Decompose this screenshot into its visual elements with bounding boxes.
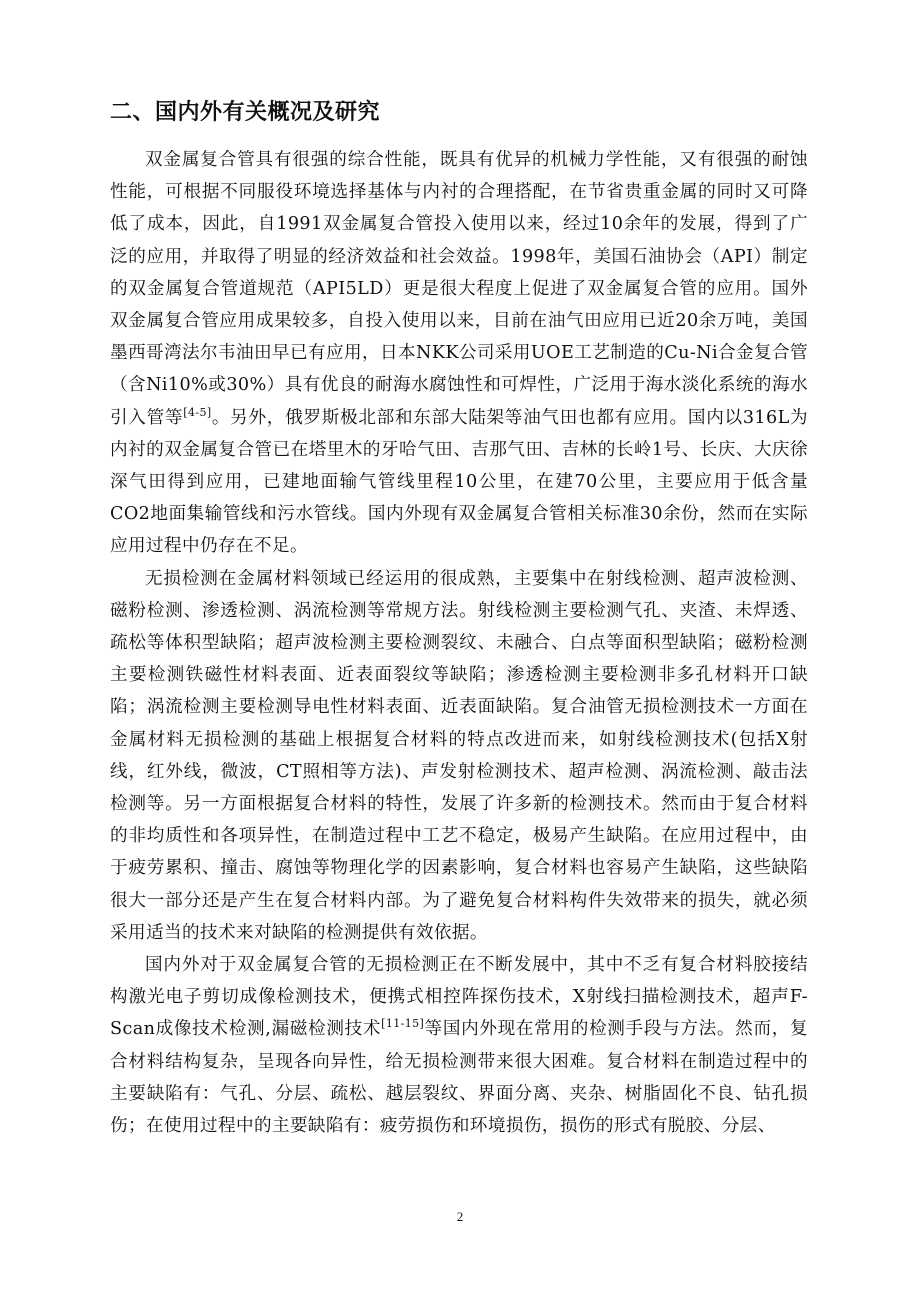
paragraph-ndt-development bbox=[110, 949, 808, 1142]
paragraph-ndt-methods bbox=[110, 563, 808, 949]
citation-superscript: [4-5] bbox=[183, 405, 212, 419]
paragraph-text: 双金属复合管具有很强的综合性能，既具有优异的机械力学性能，又有很强的耐蚀性能，可根据不同服役环境选择基体与内衬的合理搭配，在节省贵重金属的同时又可降低了成本，因此，自1991双金属复合管投入使用以来，经过10余年的发展，得到了广泛的应用，并取得了明显的经济效益和社会效益。1998年，美国石油协会（API）制定的双金属复合管道规范（API5LD）更是很大程度上促进了双金属复合管的应用。国外双金属复合管应用成果较多，自投入使用以来，目前在油气田应用已近20余万吨，美国墨西哥湾法尔韦油田早已有应用，日本NKK公司采用UOE工艺制造的Cu-Ni合金复合管（含Ni10%或30%）具有优良的耐海水腐蚀性和可焊性，广泛用于海水淡化系统的海水引入管等 bbox=[110, 150, 808, 428]
citation-superscript: [11-15] bbox=[381, 1017, 425, 1031]
paragraph-text: 等国内外现在常用的检测手段与方法。然而，复合材料结构复杂，呈现各向异性，给无损检测带来很大困难。复合材料在制造过程中的主要缺陷有：气孔、分层、疏松、越层裂纹、界面分离、夹杂、树脂固化不良、钻孔损伤；在使用过程中的主要缺陷有：疲劳损伤和环境损伤，损伤的形式有脱胶、分层、 bbox=[110, 1019, 808, 1137]
page-number: 2 bbox=[456, 1209, 464, 1224]
paragraph-text: 国内外对于双金属复合管的无损检测正在不断发展中，其中不乏有复合材料胶接结构激光电子剪切成像检测技术，便携式相控阵探伤技术，X射线扫描检测技术，超声F-Scan成像技术检测,漏磁检测技术 bbox=[110, 955, 808, 1040]
section-heading: 二、国内外有关概况及研究 bbox=[110, 100, 381, 125]
body-text bbox=[110, 144, 808, 1142]
paragraph-bimetal-overview bbox=[110, 144, 808, 563]
paragraph-text: 。另外，俄罗斯极北部和东部大陆架等油气田也都有应用。国内以316L为内衬的双金属复合管已在塔里木的牙哈气田、吉那气田、吉林的长岭1号、长庆、大庆徐深气田得到应用，已建地面输气管线里程10公里，在建70公里，主要应用于低含量CO2地面集输管线和污水管线。国内外现有双金属复合管相关标准30余份，然而在实际应用过程中仍存在不足。 bbox=[110, 407, 808, 557]
paragraph-text: 无损检测在金属材料领域已经运用的很成熟，主要集中在射线检测、超声波检测、磁粉检测、渗透检测、涡流检测等常规方法。射线检测主要检测气孔、夹渣、未焊透、疏松等体积型缺陷；超声波检测主要检测裂纹、未融合、白点等面积型缺陷；磁粉检测主要检测铁磁性材料表面、近表面裂纹等缺陷；渗透检测主要检测非多孔材料开口缺陷；涡流检测主要检测导电性材料表面、近表面缺陷。复合油管无损检测技术一方面在金属材料无损检测的基础上根据复合材料的特点改进而来，如射线检测技术(包括X射线，红外线，微波，CT照相等方法)、声发射检测技术、超声检测、涡流检测、敲击法检测等。另一方面根据复合材料的特性，发展了许多新的检测技术。然而由于复合材料的非均质性和各项异性，在制造过程中工艺不稳定，极易产生缺陷。在应用过程中，由于疲劳累积、撞击、腐蚀等物理化学的因素影响，复合材料也容易产生缺陷，这些缺陷很大一部分还是产生在复合材料内部。为了避免复合材料构件失效带来的损失，就必须采用适当的技术来对缺陷的检测提供有效依据。 bbox=[110, 568, 808, 943]
